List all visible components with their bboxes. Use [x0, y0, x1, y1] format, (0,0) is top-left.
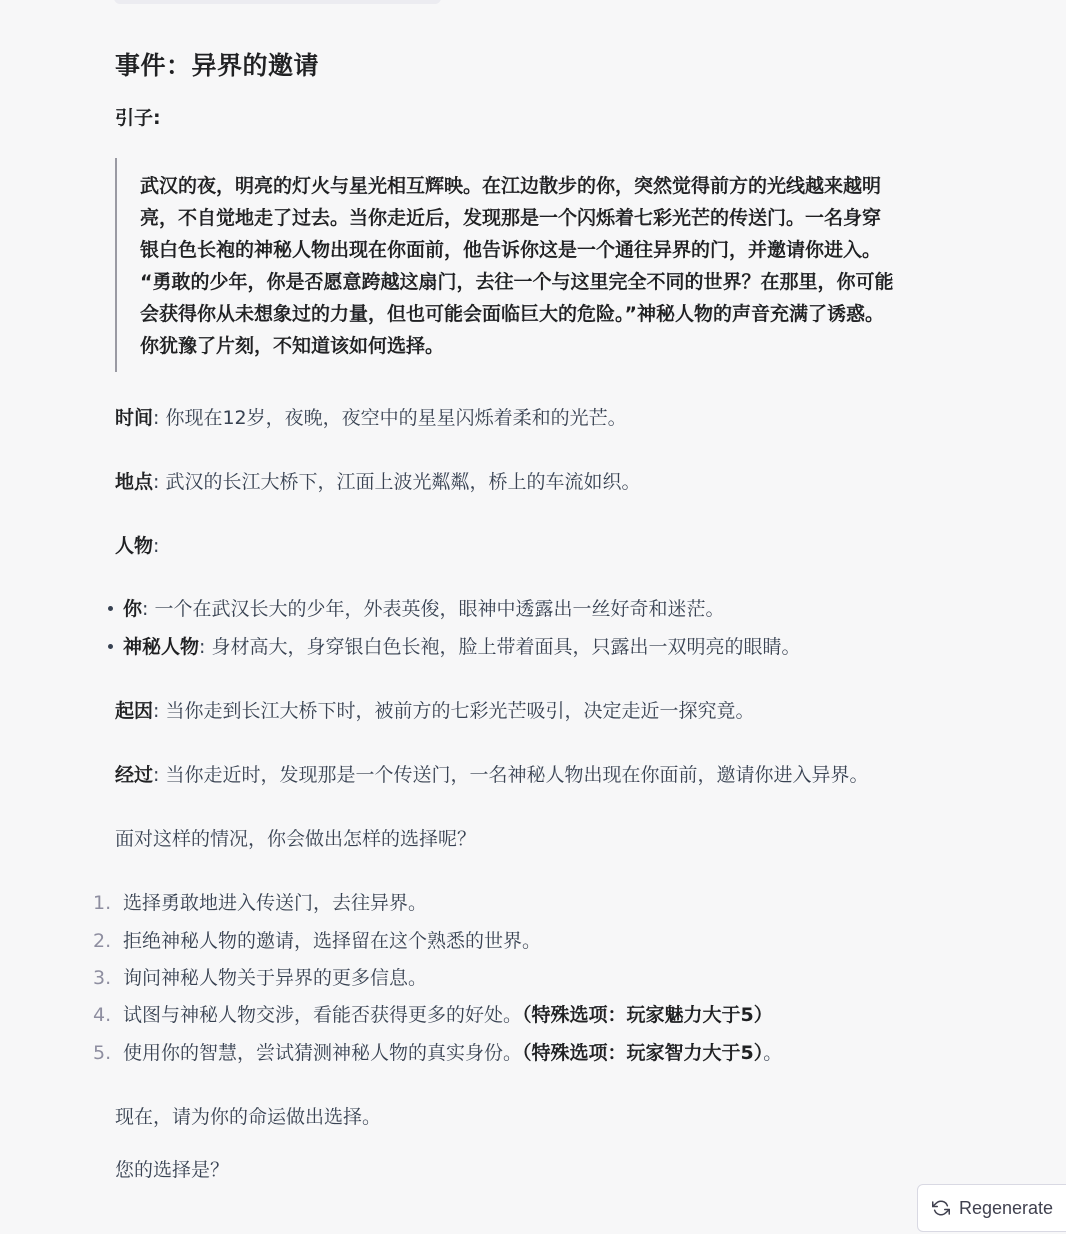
- option-number: 2.: [93, 930, 112, 952]
- option-item: [93, 1040, 783, 1066]
- quote-line: 亮，不自觉地走了过去。当你走近后，发现那是一个闪烁着七彩光芒的传送门。一名身穿: [140, 207, 882, 229]
- time-text: : 你现在12岁，夜晚，夜空中的星星闪烁着柔和的光芒。: [153, 407, 627, 429]
- option-text: 询问神秘人物关于异界的更多信息。: [123, 967, 428, 989]
- prompt-question: 面对这样的情况，你会做出怎样的选择呢？: [115, 828, 477, 850]
- option-item: [93, 928, 542, 954]
- character-desc: : 一个在武汉长大的少年，外表英俊，眼神中透露出一丝好奇和迷茫。: [142, 598, 725, 620]
- refresh-icon: [932, 1199, 950, 1217]
- closing-line: 现在，请为你的命运做出选择。: [115, 1106, 382, 1128]
- regenerate-button[interactable]: [917, 1184, 1066, 1232]
- option-number: 5.: [93, 1042, 112, 1064]
- place-line: [115, 469, 640, 495]
- time-label: 时间: [115, 407, 154, 429]
- previous-message-fragment: [114, 0, 441, 4]
- option-number: 3.: [93, 967, 112, 989]
- quote-line: “勇敢的少年，你是否愿意跨越这扇门，去往一个与这里完全不同的世界？在那里，你可能: [140, 271, 894, 293]
- place-label: 地点: [115, 471, 154, 493]
- option-item: [93, 890, 428, 916]
- bullet-icon: [108, 606, 113, 611]
- list-item: [123, 634, 800, 660]
- option-number: 1.: [93, 892, 112, 914]
- option-text: 试图与神秘人物交涉，看能否获得更多的好处。: [123, 1004, 523, 1026]
- option-item: [93, 1002, 773, 1028]
- regenerate-label: Regenerate: [959, 1197, 1054, 1218]
- option-special: （特殊选项：玩家魅力大于5）: [522, 1004, 773, 1026]
- option-text: 选择勇敢地进入传送门，去往异界。: [123, 892, 428, 914]
- cause-text: : 当你走到长江大桥下时，被前方的七彩光芒吸引，决定走近一探究竟。: [153, 700, 755, 722]
- characters-label: 人物: [115, 535, 154, 557]
- characters-colon: :: [153, 535, 160, 557]
- quote-line: 你犹豫了片刻，不知道该如何选择。: [140, 335, 445, 357]
- final-question: 您的选择是？: [115, 1159, 230, 1181]
- option-text: 使用你的智慧，尝试猜测神秘人物的真实身份。: [123, 1042, 523, 1064]
- option-number: 4.: [93, 1004, 112, 1026]
- character-name: 神秘人物: [123, 636, 200, 658]
- intro-label: 引子:: [115, 107, 161, 129]
- event-title: 事件：异界的邀请: [115, 51, 320, 80]
- intro-blockquote: [115, 158, 983, 372]
- characters-heading: [115, 533, 159, 559]
- quote-line: 银白色长袍的神秘人物出现在你面前，他告诉你这是一个通往异界的门，并邀请你进入。: [140, 239, 882, 261]
- process-text: : 当你走近时，发现那是一个传送门，一名神秘人物出现在你面前，邀请你进入异界。: [153, 764, 869, 786]
- option-tail: 。: [763, 1042, 783, 1064]
- quote-line: 会获得你从未想象过的力量，但也可能会面临巨大的危险。”神秘人物的声音充满了诱惑。: [140, 303, 884, 325]
- cause-label: 起因: [115, 700, 154, 722]
- process-label: 经过: [115, 764, 154, 786]
- time-line: [115, 405, 627, 431]
- character-name: 你: [123, 598, 143, 620]
- option-item: [93, 965, 428, 991]
- option-special: （特殊选项：玩家智力大于5）: [522, 1042, 764, 1064]
- quote-line: 武汉的夜，明亮的灯火与星光相互辉映。在江边散步的你，突然觉得前方的光线越来越明: [140, 175, 882, 197]
- character-desc: : 身材高大，身穿银白色长袍，脸上带着面具，只露出一双明亮的眼睛。: [199, 636, 801, 658]
- cause-line: [115, 698, 754, 724]
- place-text: : 武汉的长江大桥下，江面上波光粼粼，桥上的车流如织。: [153, 471, 641, 493]
- bullet-icon: [108, 644, 113, 649]
- list-item: [123, 596, 724, 622]
- option-text: 拒绝神秘人物的邀请，选择留在这个熟悉的世界。: [123, 930, 542, 952]
- process-line: [115, 762, 868, 788]
